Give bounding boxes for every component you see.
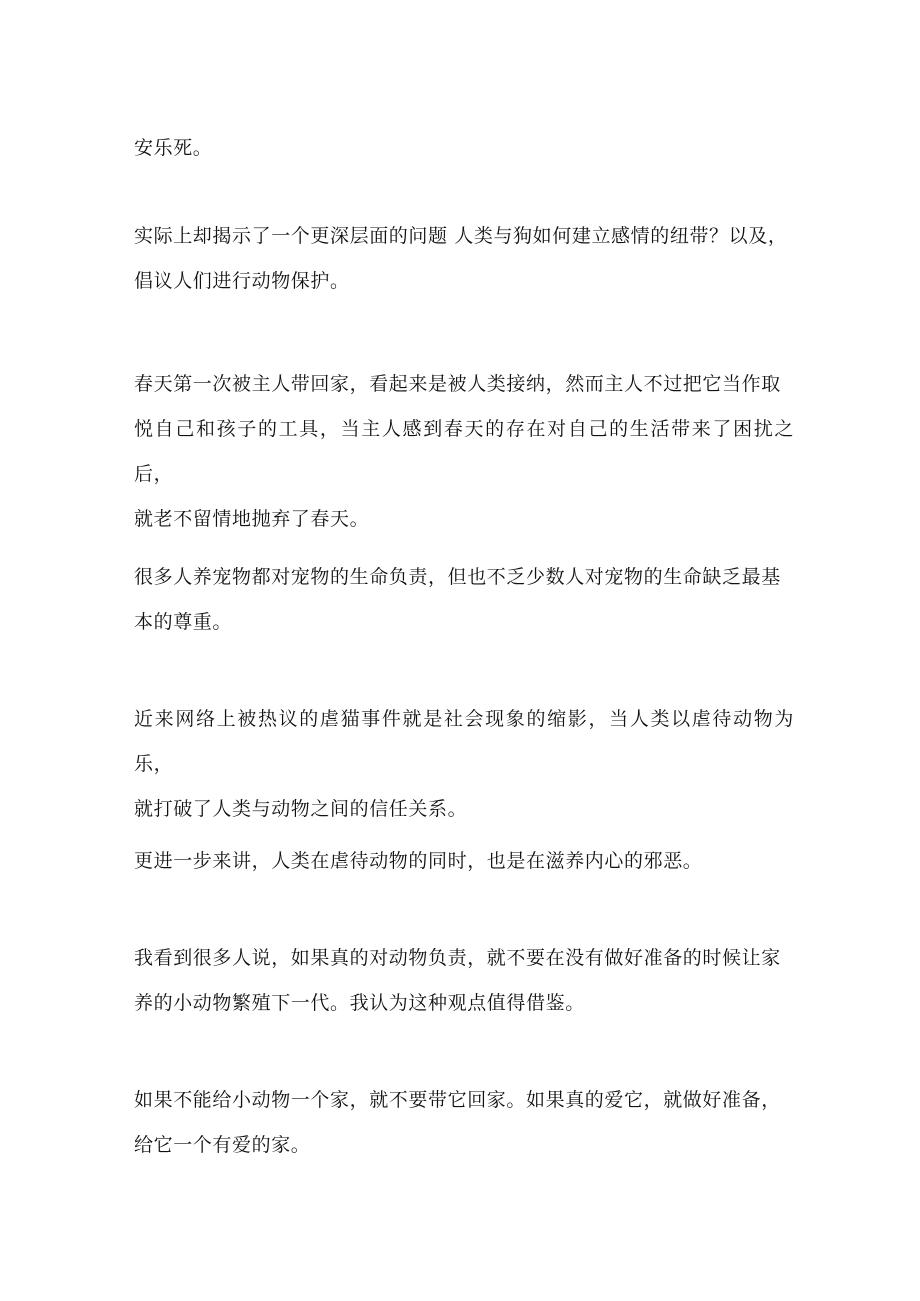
paragraph-euthanasia: 安乐死。	[134, 137, 213, 159]
paragraph-nurturing-evil: 更进一步来讲，人类在虐待动物的同时，也是在滋养内心的邪恶。	[134, 850, 703, 872]
paragraph-pet-responsibility: 很多人养宠物都对宠物的生命负责，但也不乏少数人对宠物的生命缺乏最基 本的尊重。	[134, 566, 781, 633]
paragraph-give-a-home: 如果不能给小动物一个家，就不要带它回家。如果真的爱它，就做好准备， 给它一个有爱的家。	[134, 1089, 781, 1156]
paragraph-spring-abandoned: 春天第一次被主人带回家，看起来是被人类接纳，然而主人不过把它当作取 悦自己和孩子的工具，当主人感到春天的存在对自己的生活带来了困扰之后， 就老不留情地抛弃了春天。	[134, 373, 794, 530]
paragraph-breeding-view: 我看到很多人说，如果真的对动物负责，就不要在没有做好准备的时候让家 养的小动物繁殖下一代。我认为这种观点值得借鉴。	[134, 947, 781, 1014]
paragraph-deeper-question: 实际上却揭示了一个更深层面的问题 人类与狗如何建立感情的纽带？以及， 倡议人们进行动物保护。	[134, 225, 788, 292]
paragraph-cat-abuse: 近来网络上被热议的虐猫事件就是社会现象的缩影，当人类以虐待动物为乐， 就打破了人类与动物之间的信任关系。	[134, 708, 794, 820]
